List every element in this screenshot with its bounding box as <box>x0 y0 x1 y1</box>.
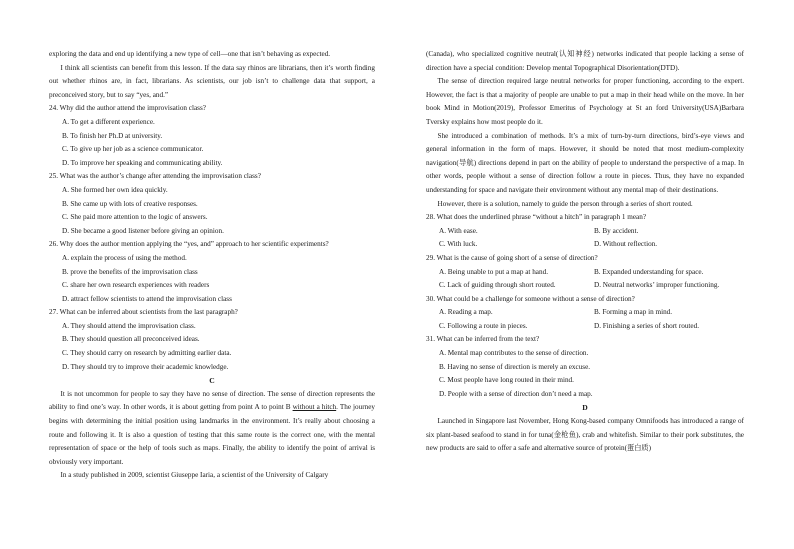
passage-b-continued: exploring the data and end up identifying a new type of cell—one that isn’t behaving as expected. <box>49 50 331 58</box>
option-c: C. Most people have long routed in their mind. <box>439 376 574 385</box>
section-d-title: D <box>582 403 588 413</box>
passage-d-paragraph-1: Launched in Singapore last November, Hong Kong-based company Omnifoods has introduced a range of six plant-based seafood to stand in for tuna(金枪鱼), crab and whitefish. Similar to their pork substitutes, the new products are said to offer a safe and alternative source of protein(蛋白质) <box>426 417 744 453</box>
option-a: A. explain the process of using the method. <box>62 253 187 262</box>
question-24 <box>49 102 375 170</box>
option-a: A. Mental map contributes to the sense of direction. <box>439 349 589 358</box>
option-b: B. By accident. <box>594 226 639 235</box>
option-a: A. She formed her own idea quickly. <box>62 185 168 194</box>
option-d: D. To improve her speaking and communicating ability. <box>62 158 223 167</box>
option-b: B. She came up with lots of creative responses. <box>62 199 198 208</box>
option-a: A. They should attend the improvisation class. <box>62 321 196 330</box>
question-26 <box>49 238 375 306</box>
passage-c-paragraph-2-continued: (Canada), who specialized cognitive neutral(认知神经) networks indicated that people lacking a sense of direction have a special condition: Develop mental Topographical Disorientation(DTD). <box>426 50 744 72</box>
option-b: B. Forming a map in mind. <box>594 308 673 317</box>
option-d: D. People with a sense of direction don’t need a map. <box>439 389 593 398</box>
question-31 <box>426 333 744 401</box>
option-row <box>426 225 744 239</box>
passage-c-paragraph-2: In a study published in 2009, scientist Giuseppe Iaria, a scientist of the University of Calgary <box>60 471 329 480</box>
option-a: A. Reading a map. <box>439 308 493 317</box>
passage-c-paragraph-5: However, there is a solution, namely to guide the person through a series of short routed. <box>437 199 693 208</box>
question-stem: 25. What was the author’s change after attending the improvisation class? <box>49 172 261 181</box>
passage-text: It is not uncommon for people to say they have no sense of direction. The sense of direction represents the ability to find one’s way. In other words, it is about getting from point A to point B <box>49 389 375 412</box>
option-c: C. They should carry on research by admitting earlier data. <box>62 349 232 358</box>
question-28 <box>426 211 744 252</box>
option-c: C. share her own research experiences with readers <box>62 281 210 290</box>
option-a: A. To get a different experience. <box>62 117 155 126</box>
question-30 <box>426 293 744 334</box>
question-29 <box>426 252 744 293</box>
question-27 <box>49 306 375 374</box>
left-column <box>49 48 375 483</box>
option-b: B. prove the benefits of the improvisation class <box>62 267 198 276</box>
option-d: D. attract fellow scientists to attend the improvisation class <box>62 294 232 303</box>
passage-text: . The journey begins with determining the initial position using landmarks in the environment. It’s really about choosing a route and following it. It is also a question of testing that this same route is the correct one, with the mental representation of space or the help of tools such as maps. Finally, the ability to identify the point of arrival is obviously very important. <box>49 403 375 466</box>
option-b: B. Expanded understanding for space. <box>594 267 704 276</box>
right-column <box>426 48 744 456</box>
question-stem: 30. What could be a challenge for someone without a sense of direction? <box>426 294 635 303</box>
underlined-phrase: without a hitch <box>292 403 337 412</box>
option-b: B. Having no sense of direction is merely an excuse. <box>439 362 591 371</box>
option-d: D. Neutral networks’ improper functioning. <box>594 281 720 290</box>
option-c: C. To give up her job as a science communicator. <box>62 145 204 154</box>
question-stem: 27. What can be inferred about scientists from the last paragraph? <box>49 308 238 317</box>
option-d: D. Finishing a series of short routed. <box>594 321 700 330</box>
option-d: D. They should try to improve their academic knowledge. <box>62 362 229 371</box>
question-stem: 31. What can be inferred from the text? <box>426 335 540 344</box>
option-row <box>426 266 744 280</box>
option-row <box>426 306 744 320</box>
question-stem: 24. Why did the author attend the improvisation class? <box>49 104 206 113</box>
passage-c-paragraph-4: She introduced a combination of methods. It’s a mix of turn-by-turn directions, bird’s-eye views and general information in the form of maps. However, it should be noted that most medium-complexity navigation(导航) directions depend in part on the ability of people to understand the perspective of a map. In other words, people without a sense of direction follow a route in pieces. Thus, they have no expanded understanding for space and navigate their environment without any mental map of their destinations. <box>426 131 744 194</box>
option-row <box>426 279 744 293</box>
passage-c-paragraph-3: The sense of direction required large neutral networks for proper functioning, according to the expert. However, the fact is that a majority of people are unable to put a map in their head while on the move. In her book Mind in Motion(2019), Professor Emeritus of Psychology at St an ford University(USA)Barbara Tversky explains how most people do it. <box>426 77 744 126</box>
option-row <box>426 320 744 334</box>
option-b: B. To finish her Ph.D at university. <box>62 131 163 140</box>
question-25 <box>49 170 375 238</box>
option-a: A. Being unable to put a map at hand. <box>439 267 548 276</box>
section-c-title: C <box>209 376 215 386</box>
option-b: B. They should question all preconceived ideas. <box>62 335 200 344</box>
option-c: C. Following a route in pieces. <box>439 321 528 330</box>
passage-b-last-paragraph: I think all scientists can benefit from this lesson. If the data say rhinos are librarians, then it’s worth finding out whether rhinos are, in fact, librarians. As scientists, our job isn’t to challenge data that support, a preconceived story, but to say “yes, and.” <box>49 63 375 99</box>
question-stem: 26. Why does the author mention applying the “yes, and” approach to her scientific experiments? <box>49 240 329 249</box>
option-c: C. Lack of guiding through short routed. <box>439 281 556 290</box>
option-a: A. With ease. <box>439 226 478 235</box>
question-stem: 29. What is the cause of going short of a sense of direction? <box>426 253 598 262</box>
option-d: D. She became a good listener before giving an opinion. <box>62 226 224 235</box>
passage-c-paragraph-1 <box>49 388 375 470</box>
option-c: C. With luck. <box>439 240 478 249</box>
option-c: C. She paid more attention to the logic of answers. <box>62 213 208 222</box>
option-row <box>426 238 744 252</box>
question-stem: 28. What does the underlined phrase “without a hitch” in paragraph 1 mean? <box>426 213 647 222</box>
option-d: D. Without reflection. <box>594 240 658 249</box>
